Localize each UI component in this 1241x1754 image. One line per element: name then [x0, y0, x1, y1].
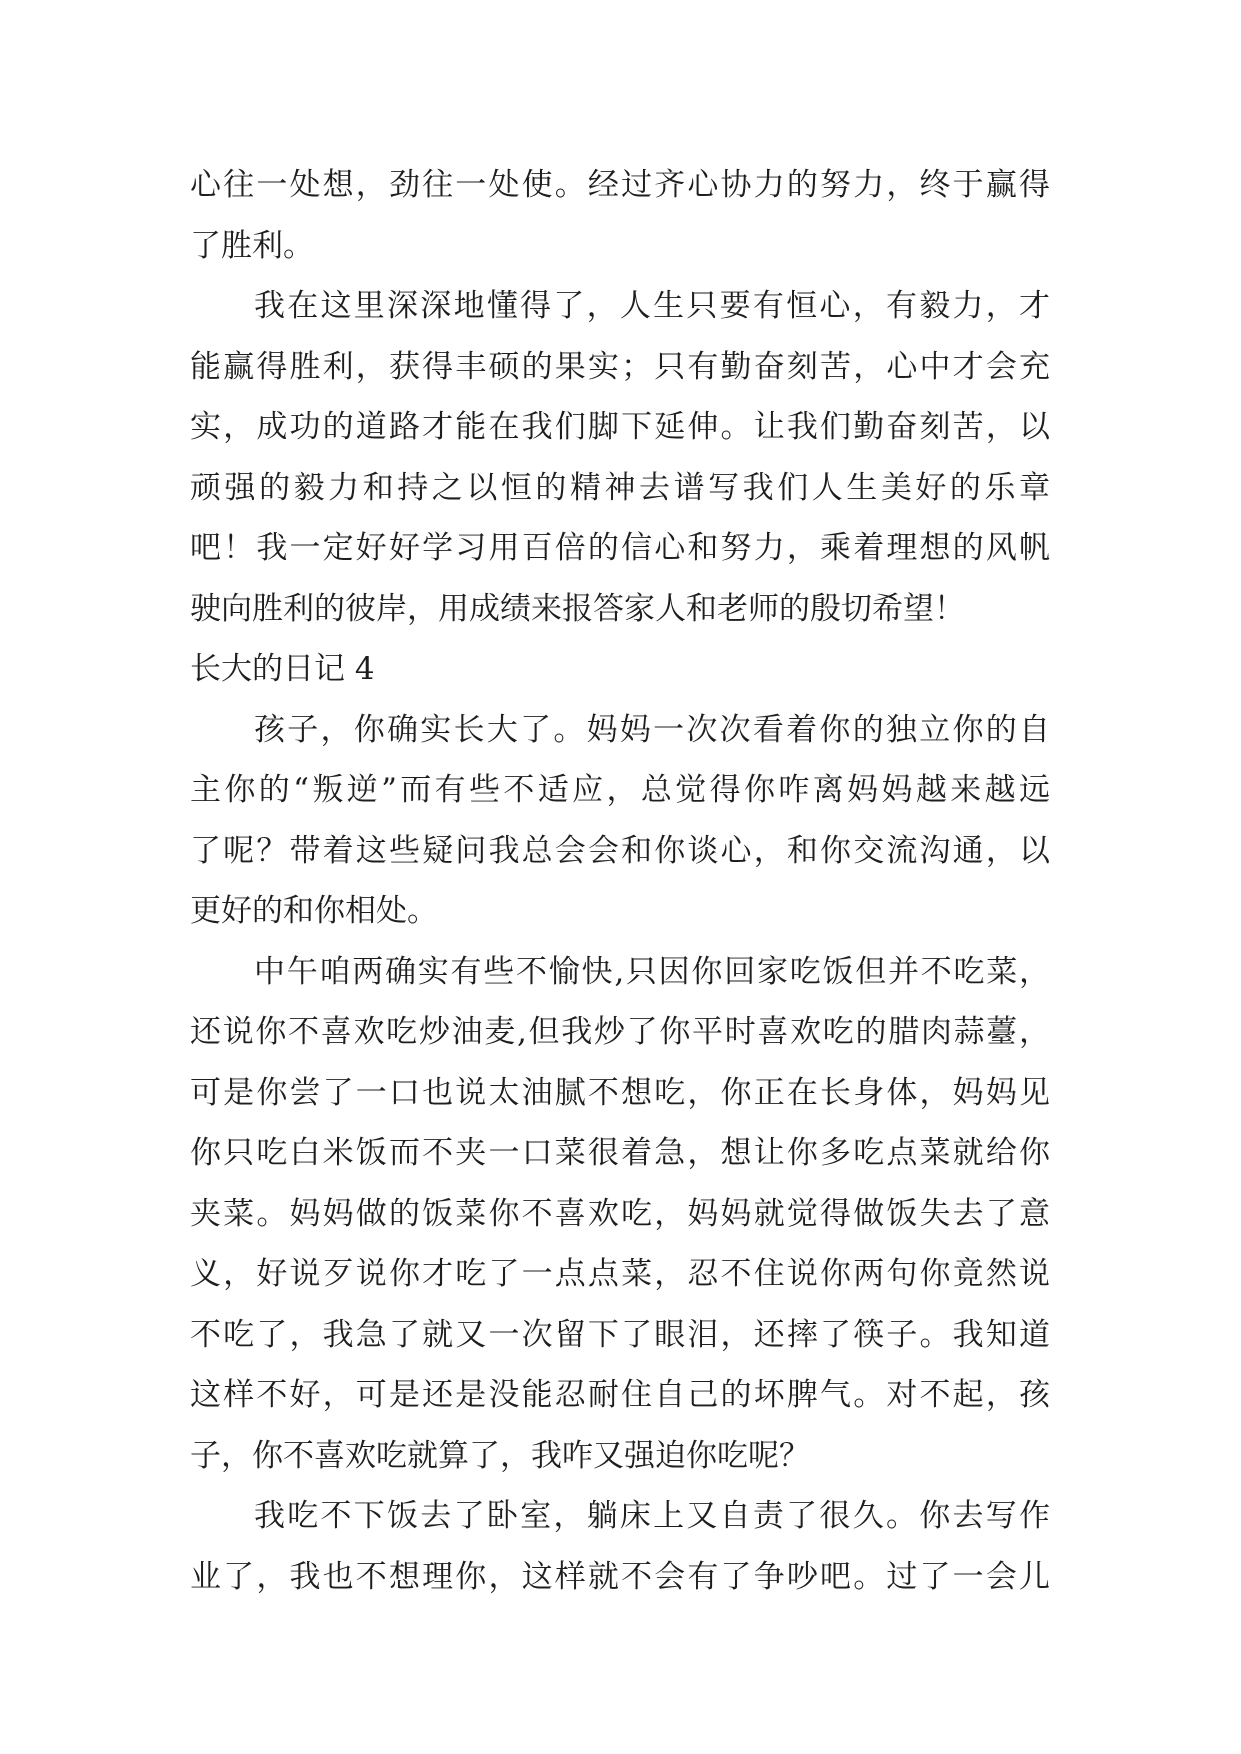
paragraph [190, 276, 1050, 639]
text-line: 这样不好，可是还是没能忍耐住自己的坏脾气。对不起，孩 [190, 1377, 1050, 1413]
text-line: 业了，我也不想理你，这样就不会有了争吵吧。过了一会儿 [190, 1558, 1050, 1595]
text-line: 实，成功的道路才能在我们脚下延伸。让我们勤奋刻苦，以 [190, 409, 1050, 445]
paragraph [190, 942, 1050, 1487]
document-body [190, 155, 1050, 1607]
text-line: 顽强的毅力和持之以恒的精神去谱写我们人生美好的乐章 [190, 469, 1050, 506]
text-line: 了胜利。 [190, 227, 314, 264]
section-heading: 长大的日记 4 [190, 651, 375, 687]
text-line: 主你的“叛逆”而有些不适应，总觉得你咋离妈妈越来越远 [190, 772, 1050, 808]
text-line: 心往一处想，劲往一处使。经过齐心协力的努力，终于赢得 [190, 167, 1050, 203]
text-line: 你只吃白米饭而不夹一口菜很着急，想让你多吃点菜就给你 [190, 1135, 1050, 1171]
text-line: 驶向胜利的彼岸，用成绩来报答家人和老师的殷切希望！ [190, 590, 965, 627]
text-line: 吧！我一定好好学习用百倍的信心和努力，乘着理想的风帆 [190, 530, 1050, 566]
text-line: 了呢？带着这些疑问我总会会和你谈心，和你交流沟通，以 [190, 832, 1050, 869]
text-line: 中午咱两确实有些不愉快,只因你回家吃饭但并不吃菜， [254, 953, 1050, 990]
text-line: 夹菜。妈妈做的饭菜你不喜欢吃，妈妈就觉得做饭失去了意 [190, 1195, 1050, 1232]
text-line: 能赢得胜利，获得丰硕的果实；只有勤奋刻苦，心中才会充 [190, 348, 1050, 385]
text-line: 我在这里深深地懂得了，人生只要有恒心，有毅力，才 [254, 288, 1050, 324]
text-line: 可是你尝了一口也说太油腻不想吃，你正在长身体，妈妈见 [190, 1074, 1050, 1111]
paragraph [190, 1486, 1050, 1607]
text-line: 子，你不喜欢吃就算了，我咋又强迫你吃呢？ [190, 1437, 810, 1474]
text-line: 我吃不下饭去了卧室，躺床上又自责了很久。你去写作 [254, 1498, 1050, 1534]
paragraph [190, 700, 1050, 942]
paragraph [190, 155, 1050, 276]
text-line: 更好的和你相处。 [190, 893, 438, 929]
text-line: 义，好说歹说你才吃了一点点菜，忍不住说你两句你竟然说 [190, 1256, 1050, 1292]
text-line: 不吃了，我急了就又一次留下了眼泪，还摔了筷子。我知道 [190, 1316, 1050, 1353]
text-line: 还说你不喜欢吃炒油麦,但我炒了你平时喜欢吃的腊肉蒜薹， [190, 1014, 1050, 1050]
text-line: 孩子，你确实长大了。妈妈一次次看着你的独立你的自 [254, 711, 1050, 748]
